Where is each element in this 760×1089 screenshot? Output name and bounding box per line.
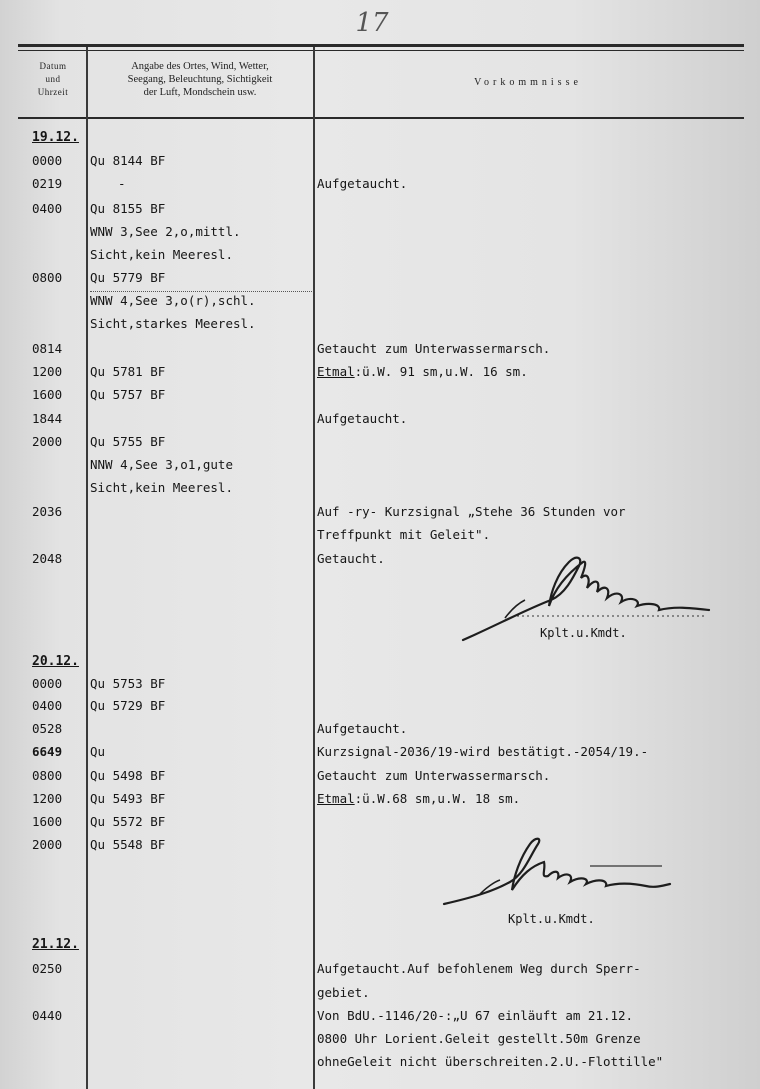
log-row xyxy=(0,312,760,335)
time-cell: 0800 xyxy=(32,270,63,285)
etmal-value: :ü.W.68 sm,u.W. 18 sm. xyxy=(354,791,521,806)
log-row xyxy=(0,476,760,499)
log-row xyxy=(0,453,760,476)
header-place-line-3: der Luft, Mondschein usw. xyxy=(143,87,257,98)
log-row xyxy=(0,430,760,453)
log-row xyxy=(0,243,760,266)
place-cell: WNW 3,See 2,o,mittl. xyxy=(90,224,241,239)
top-rule-thin xyxy=(18,50,744,51)
log-row xyxy=(0,337,760,360)
time-cell: 2000 xyxy=(32,434,63,449)
event-cell: Getaucht zum Unterwassermarsch. xyxy=(317,341,551,356)
header-date-line-3: Uhrzeit xyxy=(37,87,69,97)
event-cell: Aufgetaucht.Auf befohlenem Weg durch Sperr- xyxy=(317,961,641,976)
header-rule xyxy=(18,117,744,119)
date-row xyxy=(0,933,760,956)
place-cell: Sicht,starkes Meeresl. xyxy=(90,316,256,331)
place-cell: Qu 5781 BF xyxy=(90,364,166,379)
log-row xyxy=(0,289,760,312)
event-cell: Getaucht. xyxy=(317,551,385,566)
log-row xyxy=(0,383,760,406)
event-cell xyxy=(317,787,520,810)
place-cell: Qu 5779 BF xyxy=(90,270,166,285)
time-cell: 1844 xyxy=(32,411,63,426)
page-number: 17 xyxy=(355,8,389,38)
log-row xyxy=(0,717,760,740)
place-cell: Qu 8144 BF xyxy=(90,153,166,168)
event-cell: Getaucht zum Unterwassermarsch. xyxy=(317,768,551,783)
time-cell: 0400 xyxy=(32,698,63,713)
event-cell: gebiet. xyxy=(317,985,370,1000)
place-cell: Qu 5493 BF xyxy=(90,791,166,806)
log-row xyxy=(0,149,760,172)
place-cell: Sicht,kein Meeresl. xyxy=(90,480,233,495)
place-cell: Qu 5755 BF xyxy=(90,434,166,449)
time-cell: 0800 xyxy=(32,768,63,783)
event-cell xyxy=(317,360,528,383)
log-row xyxy=(0,407,760,430)
log-row xyxy=(0,764,760,787)
log-row xyxy=(0,360,760,383)
place-cell: Qu 5729 BF xyxy=(90,698,166,713)
log-row xyxy=(0,810,760,833)
event-cell: Aufgetaucht. xyxy=(317,411,408,426)
date-row xyxy=(0,126,760,149)
time-cell: 0440 xyxy=(32,1008,63,1023)
event-cell: Von BdU.-1146/20-:„U 67 einläuft am 21.12. xyxy=(317,1008,634,1023)
etmal-label: Etmal xyxy=(317,791,355,806)
time-cell: 1200 xyxy=(32,791,63,806)
place-cell: Qu 5498 BF xyxy=(90,768,166,783)
event-cell: Treffpunkt mit Geleit". xyxy=(317,527,491,542)
date-label: 20.12. xyxy=(32,654,79,669)
time-cell: 0000 xyxy=(32,153,63,168)
log-row xyxy=(0,672,760,695)
time-cell: 2000 xyxy=(32,837,63,852)
log-row xyxy=(0,1050,760,1073)
etmal-value: :ü.W. 91 sm,u.W. 16 sm. xyxy=(354,364,528,379)
header-place-line-1: Angabe des Ortes, Wind, Wetter, xyxy=(131,61,269,72)
log-row xyxy=(0,500,760,523)
time-cell: 1600 xyxy=(32,387,63,402)
place-cell: WNW 4,See 3,o(r),schl. xyxy=(90,293,256,308)
time-cell: 0814 xyxy=(32,341,63,356)
log-row xyxy=(0,740,760,763)
header-date-line-2: und xyxy=(45,74,61,84)
log-row xyxy=(0,694,760,717)
time-cell: 0250 xyxy=(32,961,63,976)
event-cell: Auf -ry- Kurzsignal „Stehe 36 Stunden vor xyxy=(317,504,626,519)
event-cell: Kurzsignal-2036/19-wird bestätigt.-2054/19.- xyxy=(317,744,649,759)
time-cell: 0400 xyxy=(32,201,63,216)
time-cell: 2048 xyxy=(32,551,63,566)
event-cell: ohneGeleit nicht überschreiten.2.U.-Flottille" xyxy=(317,1054,664,1069)
log-row xyxy=(0,787,760,810)
event-cell: 0800 Uhr Lorient.Geleit gestellt.50m Grenze xyxy=(317,1031,641,1046)
event-cell: Aufgetaucht. xyxy=(317,176,408,191)
log-row xyxy=(0,523,760,546)
time-cell: 1200 xyxy=(32,364,63,379)
log-row xyxy=(0,197,760,220)
log-row xyxy=(0,1027,760,1050)
time-cell: 2036 xyxy=(32,504,63,519)
header-place-column xyxy=(89,60,311,99)
log-row xyxy=(0,1004,760,1027)
header-date-column xyxy=(22,60,84,99)
time-cell: 0000 xyxy=(32,676,63,691)
etmal-label: Etmal xyxy=(317,364,355,379)
date-label: 21.12. xyxy=(32,937,79,952)
time-cell: 0219 xyxy=(32,176,63,191)
place-cell: Qu 8155 BF xyxy=(90,201,166,216)
log-row xyxy=(0,957,760,980)
place-cell: - xyxy=(118,176,126,191)
time-cell: 6649 xyxy=(32,744,63,759)
signature-caption: Kplt.u.Kmdt. xyxy=(508,912,595,926)
log-row xyxy=(0,220,760,243)
header-events-column: Vorkommnisse xyxy=(474,77,582,88)
place-cell: Qu 5757 BF xyxy=(90,387,166,402)
date-label: 19.12. xyxy=(32,130,79,145)
place-cell: Qu xyxy=(90,744,106,759)
place-cell: Sicht,kein Meeresl. xyxy=(90,247,233,262)
time-cell: 1600 xyxy=(32,814,63,829)
log-row xyxy=(0,981,760,1004)
event-cell: Aufgetaucht. xyxy=(317,721,408,736)
signature-caption: Kplt.u.Kmdt. xyxy=(540,626,627,640)
log-row xyxy=(0,172,760,195)
handwritten-signature xyxy=(440,832,700,912)
place-cell: Qu 5548 BF xyxy=(90,837,166,852)
header-date-line-1: Datum xyxy=(39,61,67,71)
place-cell: Qu 5753 BF xyxy=(90,676,166,691)
place-cell: Qu 5572 BF xyxy=(90,814,166,829)
time-cell: 0528 xyxy=(32,721,63,736)
top-rule xyxy=(18,44,744,47)
header-place-line-2: Seegang, Beleuchtung, Sichtigkeit xyxy=(127,74,273,85)
place-cell: NNW 4,See 3,o1,gute xyxy=(90,457,233,472)
date-row xyxy=(0,650,760,673)
